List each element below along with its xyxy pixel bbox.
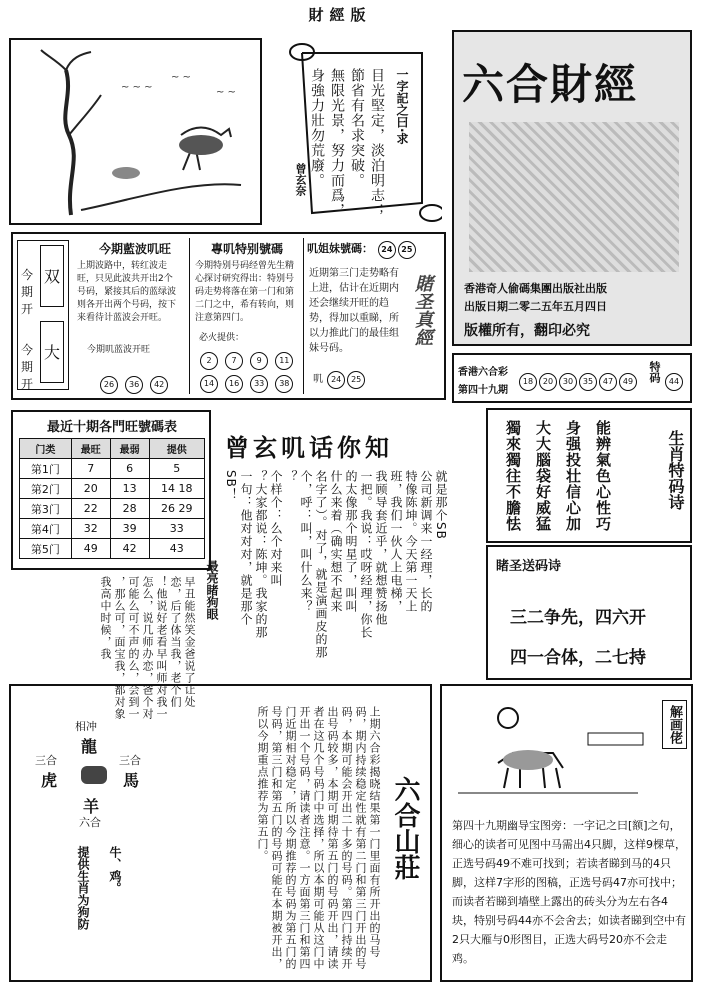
- table-row: [20, 539, 205, 559]
- morning-foot: 最亮睹狗眼: [205, 560, 219, 620]
- table-cell: 第1门: [20, 459, 72, 479]
- zodiac-poem-line: 能辨氣色心性巧: [594, 420, 612, 532]
- number-ball: 38: [275, 375, 293, 393]
- masthead: 財經版: [308, 6, 372, 24]
- col2-sub: 必火提供：: [199, 333, 245, 343]
- zodiac-left: 虎: [41, 771, 58, 790]
- number-ball: 42: [150, 376, 168, 394]
- cover-box: [452, 30, 692, 346]
- puzzle-box: [440, 684, 693, 982]
- villa-box: [9, 684, 432, 982]
- table-title: 最近十期各門旺號碼表: [46, 420, 177, 435]
- table-row: [20, 499, 205, 519]
- zodiac-bottom: 羊: [83, 797, 100, 816]
- cover-date: 出版日期二零二五年五月四日: [464, 300, 607, 313]
- col1-label-box: [17, 240, 69, 390]
- proverb-lines: [308, 68, 386, 218]
- table-cell: 22: [71, 499, 110, 519]
- predictions-box: [11, 232, 446, 400]
- zodiac-sub-note: 提供生肖为狗防: [76, 846, 90, 930]
- story-line: 就是那个SB: [434, 470, 448, 540]
- col3-title: [307, 240, 447, 260]
- proverb-signature: 曾玄奈: [294, 163, 307, 196]
- proverb-line: 目光堅定，淡泊明志；: [369, 68, 385, 218]
- story-line: 名字了）。对了，就是演画皮的那: [314, 470, 328, 659]
- number-ball: 25: [398, 241, 416, 259]
- divider: [303, 238, 304, 394]
- number-ball: 36: [125, 376, 143, 394]
- table-cell: 第2门: [20, 479, 72, 499]
- zodiac-right-label: 三合: [119, 754, 141, 767]
- zodiac-poem-title: 生肖特码诗: [666, 430, 685, 510]
- number-ball: 33: [250, 375, 268, 393]
- table-header: 最旺: [71, 439, 110, 459]
- table-header: 提供: [149, 439, 204, 459]
- story-line: 一把。我说：哎呀经理，你长: [359, 470, 373, 639]
- table-cell: 5: [149, 459, 204, 479]
- table-cell: 43: [149, 539, 204, 559]
- puzzle-title: 解画佬: [662, 700, 687, 749]
- proverb-line: 身強力壯勿荒廢。: [309, 68, 325, 188]
- svg-text:~ ~: ~ ~: [171, 72, 191, 83]
- zodiac-left-label: 三合: [35, 754, 57, 767]
- table-header: 门类: [20, 439, 72, 459]
- special-number: [664, 369, 684, 392]
- tiger-icon: [81, 766, 107, 784]
- number-ball: 26: [100, 376, 118, 394]
- proverb-scroll: [282, 38, 442, 228]
- number-ball: 16: [225, 375, 243, 393]
- story-line: 什么来着（确实想不起来: [329, 470, 343, 613]
- col3-body: 近期第三门走势略有上进，估计在近期内还会继续开旺的趋势，得加以重睇，所以力推此门的最佳组妹号码。: [309, 268, 399, 354]
- number-ball: 30: [559, 373, 577, 391]
- table-cell: 42: [110, 539, 149, 559]
- col3-stamp: 賭圣真經: [412, 274, 433, 346]
- villa-body: 上期六合彩揭晓结果第一门里面有所开出的马号码，期内持续稳定性就有第二门和第三门开出的号码，本期可能会开出二十多的号码。第四门持续开出号码较多，本期可期待第五门的号码开出，请读者在这几个号码门中选择，所以本期可能从这门中开出一个号码，请读者注意。一方面第三门和第四门近期相对稳定，所以今期推荐的号码为第五门的号码，第三门和第五门的号码可能在本期被开出，所以今期重点推荐为第五门。: [256, 706, 381, 970]
- zodiac-note: 牛、鸡。: [108, 846, 122, 894]
- morning-line: ，那么可，面宝我，都对象: [113, 576, 126, 720]
- morning-line: 可能么可不声的么，会到一: [127, 576, 140, 720]
- lottery-name: 香港六合彩: [458, 367, 508, 378]
- table-cell: 第3门: [20, 499, 72, 519]
- table-cell: 26 29: [149, 499, 204, 519]
- number-ball: 14: [200, 375, 218, 393]
- story-line: 个样个：么个对来叫: [269, 470, 283, 587]
- number-ball: 7: [225, 352, 243, 370]
- svg-text:~ ~ ~: ~ ~ ~: [121, 82, 153, 93]
- story-line: 个，呼：叫，叫什么来？: [299, 470, 313, 613]
- story-columns: [222, 470, 448, 670]
- story-line: 特像陈坤。今天第一天上: [404, 470, 418, 613]
- zodiac-top: 龍: [81, 737, 98, 756]
- zodiac-top-label: 相冲: [75, 720, 97, 733]
- table-cell: 第4门: [20, 519, 72, 539]
- col2-body: 今期特别号码经曾先生精心探讨研究得出：特别号码走势将落在第一门和第二门之中，希有转向，则注意第四门。: [195, 261, 295, 323]
- col1-label: 今期开: [21, 343, 34, 391]
- morning-line: 早丑能然笑金爸说了让处: [183, 576, 196, 708]
- number-ball: 47: [599, 373, 617, 391]
- col1-sub: 今期叽蓝波开旺: [87, 345, 151, 355]
- number-ball: 20: [539, 373, 557, 391]
- col1-body: 上期波路中，转红波走旺，只见此波共开出2个号码，紧接其后的蓝绿波则各开出两个号码，按下来看待计蓝波会开旺。: [77, 261, 177, 323]
- col1-balls: [99, 372, 169, 395]
- divider: [189, 238, 190, 394]
- table-row: [20, 519, 205, 539]
- gamble-poem-line: 四一合体，二七持: [510, 648, 646, 668]
- gamble-poem-line: 三二争先，四六开: [510, 608, 646, 628]
- proverb-line: 節省有名求突破。: [349, 68, 365, 188]
- story-title: 曾玄叽话你知: [225, 434, 393, 462]
- gamble-poem-title: 睹圣送码诗: [496, 559, 562, 574]
- table-cell: 20: [71, 479, 110, 499]
- zodiac-poem-line: 獨來獨往不膽怯: [504, 420, 522, 532]
- number-ball: 9: [250, 352, 268, 370]
- zodiac-bottom-label: 六合: [79, 816, 101, 829]
- gamble-poem-box: [486, 545, 692, 680]
- morning-line: 怎么，说几师办恋，爸个对: [141, 576, 154, 720]
- table-cell: 28: [110, 499, 149, 519]
- story-line: 公司新调来一经理，长的: [419, 470, 433, 613]
- number-ball: 35: [579, 373, 597, 391]
- lottery-result: [452, 353, 692, 403]
- zodiac-right: 馬: [123, 771, 140, 790]
- number-ball: 18: [519, 373, 537, 391]
- cover-art: [469, 122, 679, 272]
- lottery-issue: 第四十九期: [458, 385, 508, 396]
- proverb-line: 無限光景，努力而爲，: [329, 68, 345, 218]
- morning-line: 我高中时候，我: [99, 576, 112, 660]
- morning-line: ！他说好老看早叫师对我一: [155, 576, 168, 720]
- col3-title-text: 叽姐妹號碼：: [307, 242, 373, 255]
- story-line: ？: [284, 470, 298, 483]
- table-cell: 32: [71, 519, 110, 539]
- horse-illustration: [448, 698, 648, 798]
- results-table: [19, 438, 205, 559]
- number-ball: 24: [327, 371, 345, 389]
- col1-title: 今期藍波叽旺: [98, 242, 171, 256]
- col2-balls: [199, 348, 299, 394]
- morning-story: [20, 576, 196, 720]
- story-line: 一句：他对对对，就是那个: [239, 470, 253, 626]
- col2-title: 專叽特别號碼: [210, 242, 283, 256]
- story-line: ？大家都说：陈坤。我家的那: [254, 470, 268, 639]
- number-ball: 11: [275, 352, 293, 370]
- table-cell: 13: [110, 479, 149, 499]
- svg-text:~ ~: ~ ~: [216, 87, 236, 98]
- table-row: [20, 479, 205, 499]
- illustration-box: [9, 38, 262, 225]
- number-ball: 49: [619, 373, 637, 391]
- villa-title: 六合山莊: [390, 776, 420, 880]
- number-ball: 44: [665, 373, 683, 391]
- story-line: 班，我们一伙人上电梯，: [389, 470, 403, 613]
- table-header: 最弱: [110, 439, 149, 459]
- number-ball: 2: [200, 352, 218, 370]
- cover-title: 六合財經: [462, 60, 639, 109]
- zodiac-poem-line: 身强投壮信心加: [564, 420, 582, 532]
- col1-answer: 双: [40, 245, 64, 307]
- number-ball: 24: [378, 241, 396, 259]
- zodiac-poem-line: 大大腦袋好威猛: [534, 420, 552, 532]
- puzzle-body: 第四十九期幽导宝图旁：一字记之曰[额]之句，细心的读者可见图中马需出4只脚，这样9棵草，正选号码49不难可找到；若读者睇到马的4只脚，这样7字形的图稿，正选号码47亦可找中；而读者若睇到墙壁上露出的砖头分为左右各4块，特别号码44亦不会舍去；如读者睇到空中有2只大雁与0形图目，正选大码号20亦不会走鸡。: [452, 819, 686, 965]
- table-cell: 6: [110, 459, 149, 479]
- special-label: 特码: [648, 361, 661, 383]
- col3-foot-text: 叽: [313, 374, 323, 385]
- table-cell: 39: [110, 519, 149, 539]
- number-ball: 25: [347, 371, 365, 389]
- cover-publisher: 香港奇人偷碼集團出版社出版: [464, 282, 607, 295]
- table-cell: 49: [71, 539, 110, 559]
- proverb-title: 一字記之曰·求: [395, 68, 409, 145]
- table-cell: 7: [71, 459, 110, 479]
- col3-foot: [313, 370, 366, 390]
- col1-answer: 大: [40, 321, 64, 383]
- table-cell: 33: [149, 519, 204, 539]
- morning-line: 恋，后了体当我，老个们: [169, 576, 182, 708]
- story-line: SB！: [224, 470, 238, 501]
- results-table-box: [11, 410, 211, 570]
- tree-and-fox-illustration: [11, 40, 260, 223]
- table-row: [20, 459, 205, 479]
- story-line: 的太像那个明星了，叫叫: [344, 470, 358, 613]
- zodiac-poem-box: [486, 408, 692, 543]
- zodiac-poem-lines: [504, 420, 612, 540]
- table-cell: 14 18: [149, 479, 204, 499]
- table-cell: 第5门: [20, 539, 72, 559]
- lottery-numbers: [518, 369, 638, 392]
- story-line: 我顾导套近乎，就想赞扬他: [374, 470, 388, 626]
- cover-rights: 版權所有，翻印必究: [464, 323, 590, 339]
- col1-label: 今期开: [21, 268, 34, 316]
